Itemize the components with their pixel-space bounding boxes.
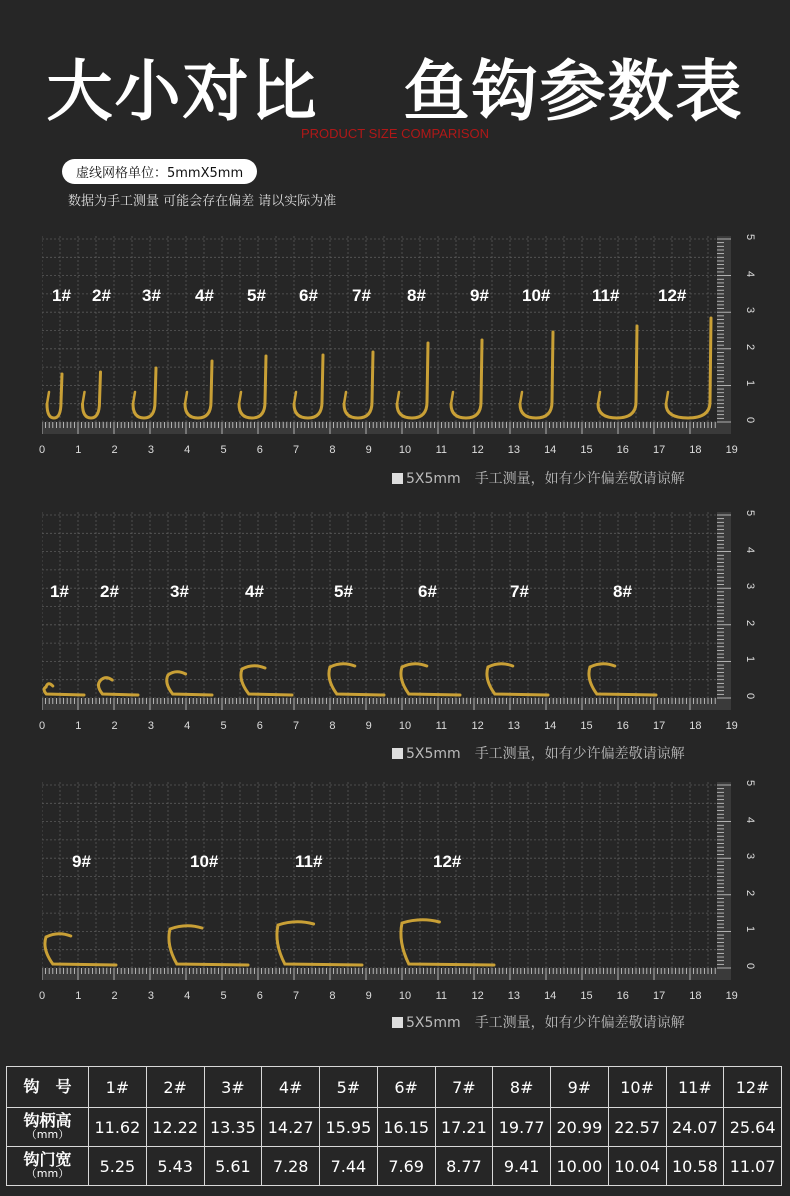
y-tick-label: 5 [744, 509, 757, 517]
legend-size: 5X5mm [406, 1015, 461, 1031]
x-tick-label: 3 [147, 720, 154, 732]
x-tick-label: 7 [293, 990, 300, 1002]
hook-label-3: 3# [142, 286, 161, 305]
x-tick-label: 13 [507, 720, 521, 732]
hook-label-7: 7# [510, 582, 529, 601]
x-tick-label: 16 [616, 990, 629, 1002]
x-tick-label: 2 [111, 720, 118, 732]
hook-label-9: 9# [72, 852, 91, 871]
header-number: 钩 号 [7, 1067, 89, 1108]
hook-3 [133, 368, 156, 418]
hook-3 [167, 672, 212, 695]
measurement-legend [392, 468, 685, 488]
legend-size: 5X5mm [406, 471, 461, 487]
y-tick-label: 5 [744, 233, 757, 241]
x-tick-label: 12 [471, 990, 484, 1002]
grid-square-icon [392, 748, 403, 759]
x-tick-label: 3 [147, 444, 154, 456]
x-tick-label: 7 [293, 720, 300, 732]
x-tick-label: 19 [725, 720, 738, 732]
hook-6 [294, 355, 323, 418]
legend-size: 5X5mm [406, 746, 461, 762]
x-tick-label: 9 [365, 990, 372, 1002]
hook-label-1: 1# [50, 582, 69, 601]
hook-12 [401, 920, 494, 965]
legend-text: 手工测量，如有少许偏差敬请谅解 [474, 1015, 685, 1031]
header-shank-unit: （mm） [25, 1128, 70, 1141]
hook-number-cell: 5# [320, 1067, 378, 1108]
y-tick-label: 3 [744, 583, 757, 590]
page-title [0, 38, 790, 133]
hook-label-3: 3# [170, 582, 189, 601]
x-tick-label: 8 [329, 990, 336, 1002]
x-tick-label: 0 [38, 444, 46, 456]
hook-label-4: 4# [245, 582, 264, 601]
shank-height-cell: 22.57 [608, 1108, 666, 1147]
hook-10 [169, 926, 248, 965]
x-tick-label: 8 [329, 720, 336, 732]
measurement-legend [392, 1012, 685, 1032]
hook-label-8: 8# [407, 286, 426, 305]
x-tick-label: 19 [725, 990, 738, 1002]
x-tick-label: 18 [689, 990, 702, 1002]
y-tick-label: 1 [744, 380, 757, 387]
hook-label-11: 11# [592, 286, 620, 305]
x-tick-label: 10 [398, 444, 412, 456]
x-tick-label: 3 [147, 990, 154, 1002]
header-gap-unit: （mm） [25, 1167, 70, 1180]
hook-number-cell: 12# [724, 1067, 782, 1108]
x-tick-label: 5 [220, 720, 227, 732]
x-tick-label: 16 [616, 444, 629, 456]
x-tick-label: 9 [365, 444, 372, 456]
x-tick-label: 5 [220, 990, 227, 1002]
x-tick-label: 11 [435, 444, 447, 456]
gap-width-cell: 11.07 [724, 1147, 782, 1186]
x-tick-label: 13 [507, 990, 521, 1002]
y-tick-label: 2 [744, 889, 757, 896]
hook-5 [239, 356, 266, 418]
grid-square-icon [392, 1017, 403, 1028]
hook-label-5: 5# [334, 582, 353, 601]
y-tick-label: 1 [744, 656, 757, 663]
x-tick-label: 14 [544, 990, 557, 1002]
y-tick-label: 1 [744, 926, 757, 933]
hook-label-8: 8# [613, 582, 632, 601]
header-shank-label: 钩柄高 [23, 1111, 72, 1130]
title-right: 鱼钩参数表 [403, 53, 744, 130]
hook-number-cell: 11# [666, 1067, 724, 1108]
x-tick-label: 12 [471, 444, 484, 456]
hook-label-12: 12# [433, 852, 462, 871]
row-number [7, 1067, 782, 1108]
x-tick-label: 7 [293, 444, 300, 456]
gap-width-cell: 5.25 [89, 1147, 147, 1186]
hook-label-9: 9# [470, 286, 489, 305]
x-tick-label: 19 [725, 444, 738, 456]
x-tick-label: 8 [329, 444, 336, 456]
gap-width-cell: 10.04 [608, 1147, 666, 1186]
x-tick-label: 17 [652, 720, 666, 732]
y-tick-label: 4 [744, 270, 757, 277]
grid-square-icon [392, 473, 403, 484]
hook-4 [241, 666, 292, 695]
x-tick-label: 2 [111, 444, 118, 456]
hook-label-5: 5# [247, 286, 266, 305]
hook-label-4: 4# [195, 286, 214, 305]
x-tick-label: 14 [544, 444, 557, 456]
x-tick-label: 4 [184, 990, 191, 1002]
y-tick-label: 4 [744, 816, 757, 823]
y-tick-label: 0 [744, 962, 757, 970]
legend-text: 手工测量，如有少许偏差敬请谅解 [474, 746, 685, 762]
x-tick-label: 18 [689, 720, 702, 732]
hook-label-1: 1# [52, 286, 71, 305]
x-tick-label: 0 [38, 720, 46, 732]
hook-label-12: 12# [658, 286, 687, 305]
gap-width-cell: 5.61 [204, 1147, 262, 1186]
measurement-legend [392, 743, 685, 763]
hook-number-cell: 6# [377, 1067, 435, 1108]
row-gap [7, 1147, 782, 1186]
hook-number-cell: 8# [493, 1067, 551, 1108]
hook-4 [185, 361, 212, 418]
gap-width-cell: 10.58 [666, 1147, 724, 1186]
ruler-grid [42, 779, 790, 992]
shank-height-cell: 13.35 [204, 1108, 262, 1147]
x-tick-label: 11 [435, 720, 447, 732]
hook-label-7: 7# [352, 286, 371, 305]
hook-number-cell: 4# [262, 1067, 320, 1108]
hook-2 [83, 372, 101, 418]
y-tick-label: 2 [744, 619, 757, 626]
shank-height-cell: 12.22 [146, 1108, 204, 1147]
hook-label-6: 6# [418, 582, 437, 601]
hook-number-cell: 7# [435, 1067, 493, 1108]
header-shank [7, 1108, 89, 1147]
shank-height-cell: 17.21 [435, 1108, 493, 1147]
x-tick-label: 15 [580, 720, 593, 732]
x-tick-label: 1 [75, 444, 82, 456]
gap-width-cell: 5.43 [146, 1147, 204, 1186]
ruler-grid [42, 509, 790, 722]
header-gap-label: 钩门宽 [23, 1150, 72, 1169]
x-tick-label: 15 [580, 444, 593, 456]
y-tick-label: 4 [744, 546, 757, 553]
gap-width-cell: 7.44 [320, 1147, 378, 1186]
shank-height-cell: 16.15 [377, 1108, 435, 1147]
y-tick-label: 0 [744, 416, 757, 424]
x-tick-label: 14 [544, 720, 557, 732]
x-tick-label: 10 [398, 990, 412, 1002]
measurement-note: 数据为手工测量 可能会存在偏差 请以实际为准 [68, 194, 337, 209]
x-tick-label: 2 [111, 990, 118, 1002]
y-tick-label: 3 [744, 307, 757, 314]
hook-label-2: 2# [92, 286, 111, 305]
x-tick-label: 6 [256, 990, 263, 1002]
shank-height-cell: 24.07 [666, 1108, 724, 1147]
y-tick-label: 2 [744, 343, 757, 350]
hook-number-cell: 2# [146, 1067, 204, 1108]
shank-height-cell: 11.62 [89, 1108, 147, 1147]
x-tick-label: 9 [365, 720, 372, 732]
x-tick-label: 11 [435, 990, 447, 1002]
shank-height-cell: 25.64 [724, 1108, 782, 1147]
shank-height-cell: 14.27 [262, 1108, 320, 1147]
gap-width-cell: 10.00 [551, 1147, 609, 1186]
hook-9 [451, 340, 482, 418]
hook-label-2: 2# [100, 582, 119, 601]
hook-label-10: 10# [522, 286, 551, 305]
shank-height-cell: 20.99 [551, 1108, 609, 1147]
y-tick-label: 0 [744, 692, 757, 700]
x-tick-label: 6 [256, 444, 263, 456]
title-left: 大小对比 [46, 53, 319, 130]
gap-width-cell: 9.41 [493, 1147, 551, 1186]
legend-text: 手工测量，如有少许偏差敬请谅解 [474, 471, 685, 487]
x-tick-label: 0 [38, 990, 46, 1002]
x-tick-label: 13 [507, 444, 521, 456]
gap-width-cell: 7.28 [262, 1147, 320, 1186]
ruler-grid [42, 233, 790, 446]
row-shank [7, 1108, 782, 1147]
x-tick-label: 4 [184, 444, 191, 456]
x-tick-label: 1 [75, 720, 82, 732]
hook-number-cell: 1# [89, 1067, 147, 1108]
x-tick-label: 15 [580, 990, 593, 1002]
hook-label-11: 11# [295, 852, 323, 871]
size-chart-panel-1 [38, 233, 790, 496]
x-tick-label: 12 [471, 720, 484, 732]
x-tick-label: 5 [220, 444, 227, 456]
spec-table [6, 1066, 782, 1186]
x-tick-label: 16 [616, 720, 629, 732]
x-tick-label: 6 [256, 720, 263, 732]
x-tick-label: 17 [652, 444, 666, 456]
shank-height-cell: 19.77 [493, 1108, 551, 1147]
y-tick-label: 5 [744, 779, 757, 787]
hook-11 [598, 326, 637, 418]
hook-10 [520, 332, 553, 418]
size-chart-panel-3 [38, 779, 790, 1042]
hook-number-cell: 10# [608, 1067, 666, 1108]
x-tick-label: 18 [689, 444, 702, 456]
x-tick-label: 4 [184, 720, 191, 732]
hook-number-cell: 3# [204, 1067, 262, 1108]
x-tick-label: 17 [652, 990, 666, 1002]
gap-width-cell: 7.69 [377, 1147, 435, 1186]
header-gap [7, 1147, 89, 1186]
shank-height-cell: 15.95 [320, 1108, 378, 1147]
gap-width-cell: 8.77 [435, 1147, 493, 1186]
hook-label-10: 10# [190, 852, 219, 871]
hook-12 [666, 318, 711, 418]
x-tick-label: 10 [398, 720, 412, 732]
y-tick-label: 3 [744, 853, 757, 860]
hook-number-cell: 9# [551, 1067, 609, 1108]
grid-unit-badge: 虚线网格单位：5mmX5mm [62, 159, 257, 184]
hook-label-6: 6# [299, 286, 318, 305]
x-tick-label: 1 [75, 990, 82, 1002]
size-chart-panel-2 [38, 509, 790, 772]
hook-11 [277, 922, 362, 965]
page-subtitle: PRODUCT SIZE COMPARISON [300, 126, 490, 141]
